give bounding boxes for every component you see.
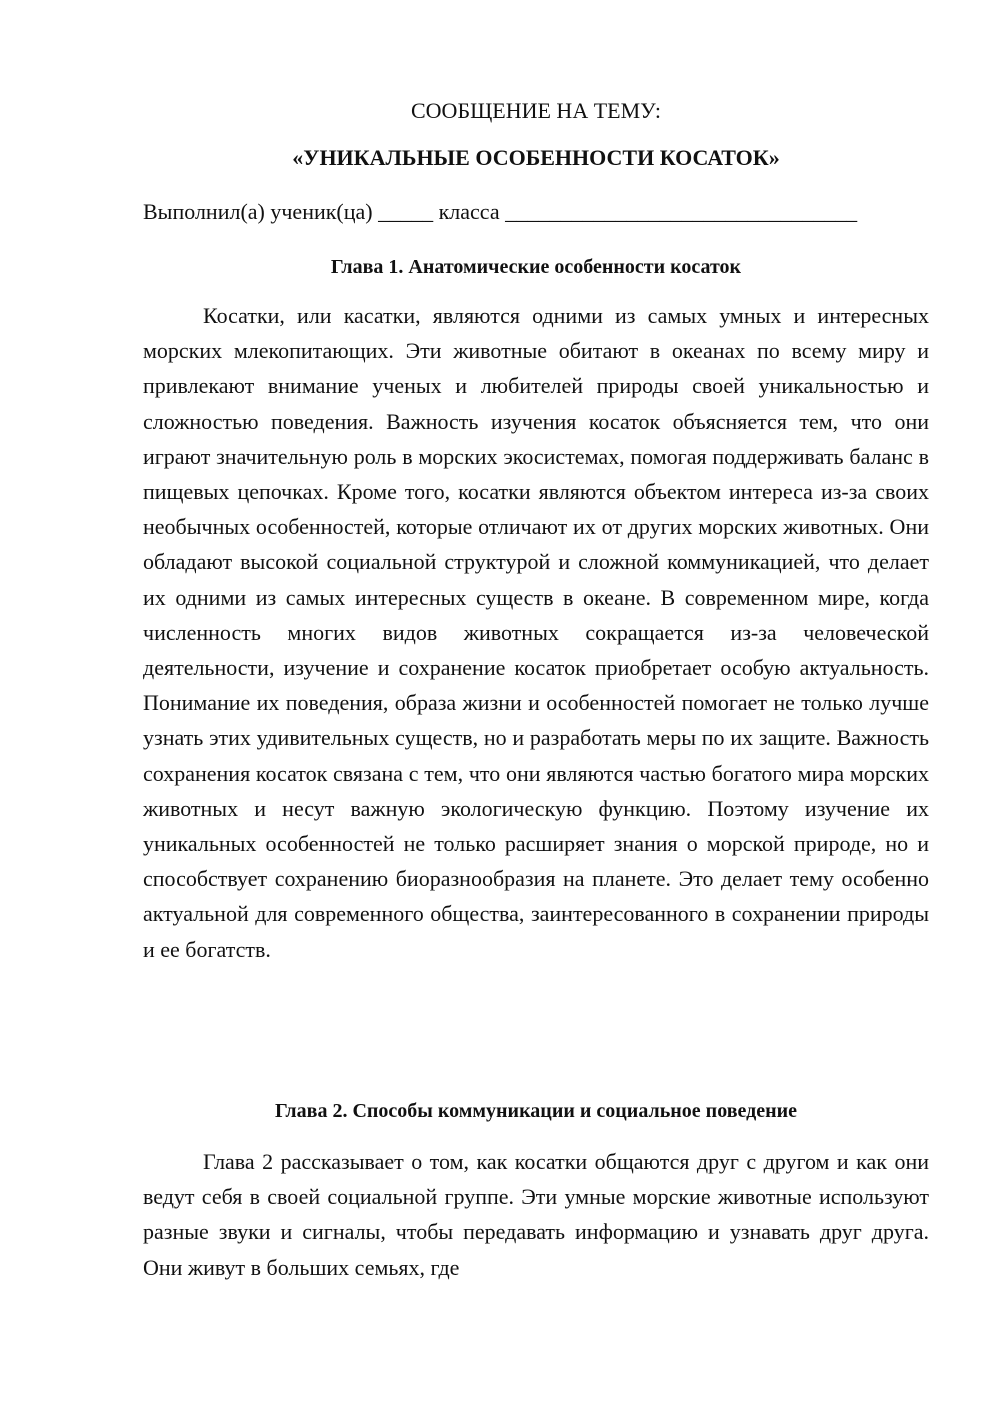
- document-topic-title: «УНИКАЛЬНЫЕ ОСОБЕННОСТИ КОСАТОК»: [292, 145, 780, 170]
- chapter-1-text: Косатки, или касатки, являются одними из самых умных и интересных морских млекопитающих. Эти животные обитают в океанах по всему миру и привлекают внимание ученых и любителей природы своей уникальностью и сложностью поведения. Важность изучения косаток объясняется тем, что они играют значительную роль в морских экосистемах, помогая поддерживать баланс в пищевых цепочках. Кроме того, косатки являются объектом интереса из-за своих необычных особенностей, которые отличают их от других морских животных. Они обладают высокой социальной структурой и сложной коммуникацией, что делает их одними из самых интересных существ в океане. В современном мире, когда численность многих видов животных сокращается из-за человеческой деятельности, изучение и сохранение косаток приобретает особую актуальность. Понимание их поведения, образа жизни и особенностей помогает не только лучше узнать этих удивительных существ, но и разработать меры по их защите. Важность сохранения косаток связана с тем, что они являются частью богатого мира морских животных и несут важную экологическую функцию. Поэтому изучение их уникальных особенностей не только расширяет знания о морской природе, но и способствует сохранению биоразнообразия на планете. Это делает тему особенно актуальной для современного общества, заинтересованного в сохранении природы и ее богатств.: [143, 303, 929, 962]
- author-line: Выполнил(а) ученик(ца) _____ класса ________________________________: [143, 199, 858, 224]
- chapter-1-title: Глава 1. Анатомические особенности косаток: [330, 256, 742, 278]
- document-header-title: СООБЩЕНИЕ НА ТЕМУ:: [411, 98, 661, 123]
- chapter-2-text: Глава 2 рассказывает о том, как косатки общаются друг с другом и как они ведут себя в своей социальной группе. Эти умные морские животные используют разные звуки и сигналы, чтобы передавать информацию и узнавать друг друга. Они живут в больших семьях, где: [143, 1149, 929, 1280]
- chapter-2-title: Глава 2. Способы коммуникации и социальное поведение: [274, 1100, 798, 1122]
